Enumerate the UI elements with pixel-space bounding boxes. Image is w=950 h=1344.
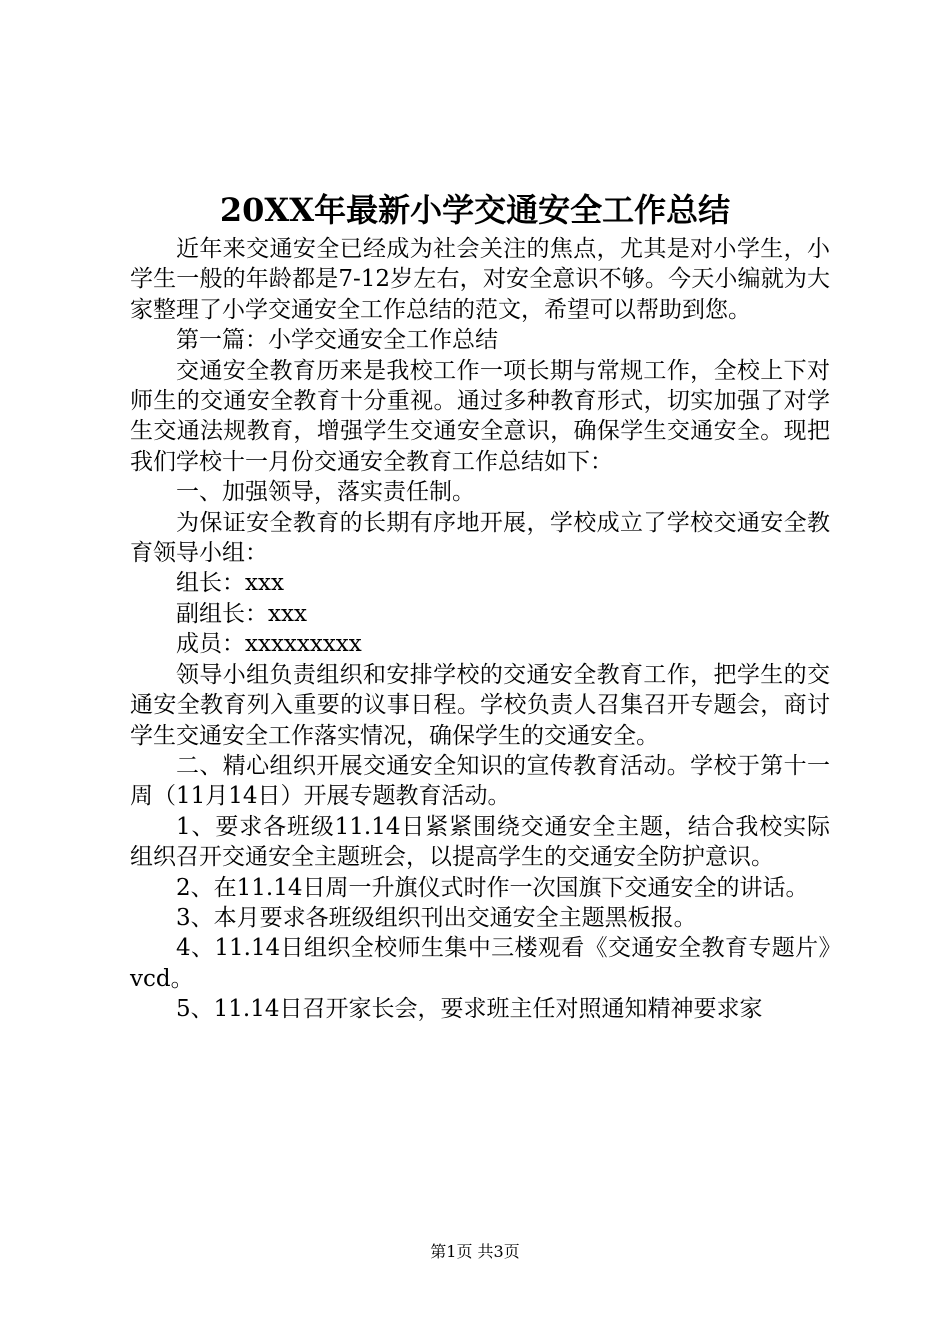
document-title: 20XX年最新小学交通安全工作总结	[219, 191, 731, 229]
paragraph-item-1: 1、要求各班级11.14日紧紧围绕交通安全主题，结合我校实际组织召开交通安全主题班会，以提高学生的交通安全防护意识。	[130, 813, 830, 871]
paragraph-section-heading: 第一篇：小学交通安全工作总结	[176, 327, 498, 354]
paragraph-leader: 组长：xxx	[176, 570, 284, 597]
paragraph-members: 成员：xxxxxxxxx	[176, 631, 362, 658]
paragraph-deputy-leader: 副组长：xxx	[176, 600, 307, 627]
paragraph-overview: 交通安全教育历来是我校工作一项长期与常规工作，全校上下对师生的交通安全教育十分重视。通过多种教育形式，切实加强了对学生交通法规教育，增强学生交通安全意识，确保学生交通安全。现把我们学校十一月份交通安全教育工作总结如下：	[130, 357, 830, 475]
paragraph-item-2: 2、在11.14日周一升旗仪式时作一次国旗下交通安全的讲话。	[176, 874, 809, 901]
paragraph-item-5: 5、11.14日召开家长会，要求班主任对照通知精神要求家	[176, 996, 763, 1023]
paragraph-group-duties: 领导小组负责组织和安排学校的交通安全教育工作，把学生的交通安全教育列入重要的议事日程。学校负责人召集召开专题会，商讨学生交通安全工作落实情况，确保学生的交通安全。	[130, 661, 830, 749]
paragraph-group-setup: 为保证安全教育的长期有序地开展，学校成立了学校交通安全教育领导小组：	[130, 509, 830, 567]
document-body	[130, 234, 830, 1025]
paragraph-intro: 近年来交通安全已经成为社会关注的焦点，尤其是对小学生，小学生一般的年龄都是7-12岁左右，对安全意识不够。今天小编就为大家整理了小学交通安全工作总结的范文，希望可以帮助到您。	[130, 236, 830, 323]
paragraph-heading-1: 一、加强领导，落实责任制。	[176, 479, 475, 506]
paragraph-item-4: 4、11.14日组织全校师生集中三楼观看《交通安全教育专题片》vcd。	[130, 935, 830, 992]
page-number-footer: 第1页 共3页	[430, 1242, 520, 1261]
paragraph-heading-2: 二、精心组织开展交通安全知识的宣传教育活动。学校于第十一周（11月14日）开展专题教育活动。	[130, 752, 830, 810]
paragraph-item-3: 3、本月要求各班级组织刊出交通安全主题黑板报。	[176, 904, 697, 931]
